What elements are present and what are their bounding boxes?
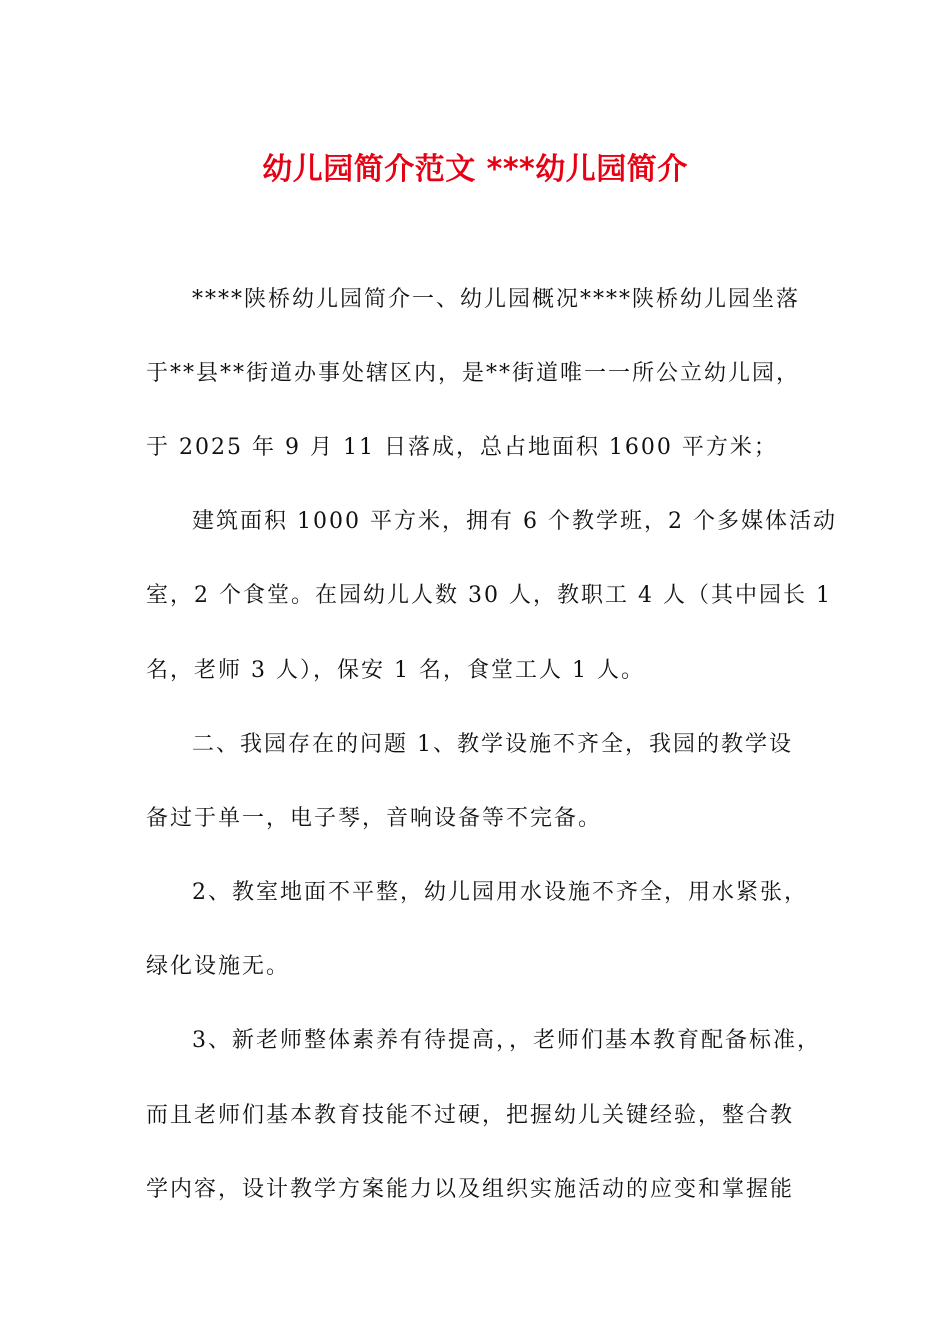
- paragraph-line-9: 2、教室地面不平整，幼儿园用水设施不齐全，用水紧张，: [192, 880, 808, 905]
- paragraph-line-7: 二、我园存在的问题 1、教学设施不齐全，我园的教学设: [192, 732, 793, 757]
- paragraph-line-13: 学内容，设计教学方案能力以及组织实施活动的应变和掌握能: [146, 1177, 795, 1202]
- paragraph-line-2: 于**县**街道办事处辖区内，是**街道唯一一所公立幼儿园，: [146, 361, 801, 386]
- paragraph-line-10: 绿化设施无。: [146, 954, 291, 979]
- paragraph-line-8: 备过于单一，电子琴，音响设备等不完备。: [146, 806, 603, 831]
- paragraph-line-3: 于 2025 年 9 月 11 日落成，总占地面积 1600 平方米；: [146, 435, 778, 460]
- paragraph-line-5: 室，2 个食堂。在园幼儿人数 30 人，教职工 4 人（其中园长 1: [146, 583, 832, 608]
- paragraph-line-6: 名，老师 3 人），保安 1 名，食堂工人 1 人。: [146, 658, 645, 683]
- document-title: 幼儿园简介范文 ***幼儿园简介: [262, 152, 688, 187]
- paragraph-line-4: 建筑面积 1000 平方米，拥有 6 个教学班，2 个多媒体活动: [192, 509, 837, 534]
- paragraph-line-1: ****陕桥幼儿园简介一、幼儿园概况****陕桥幼儿园坐落: [192, 287, 801, 312]
- paragraph-line-11: 3、新老师整体素养有待提高，，老师们基本教育配备标准，: [192, 1028, 821, 1053]
- paragraph-line-12: 而且老师们基本教育技能不过硬，把握幼儿关键经验，整合教: [146, 1103, 795, 1128]
